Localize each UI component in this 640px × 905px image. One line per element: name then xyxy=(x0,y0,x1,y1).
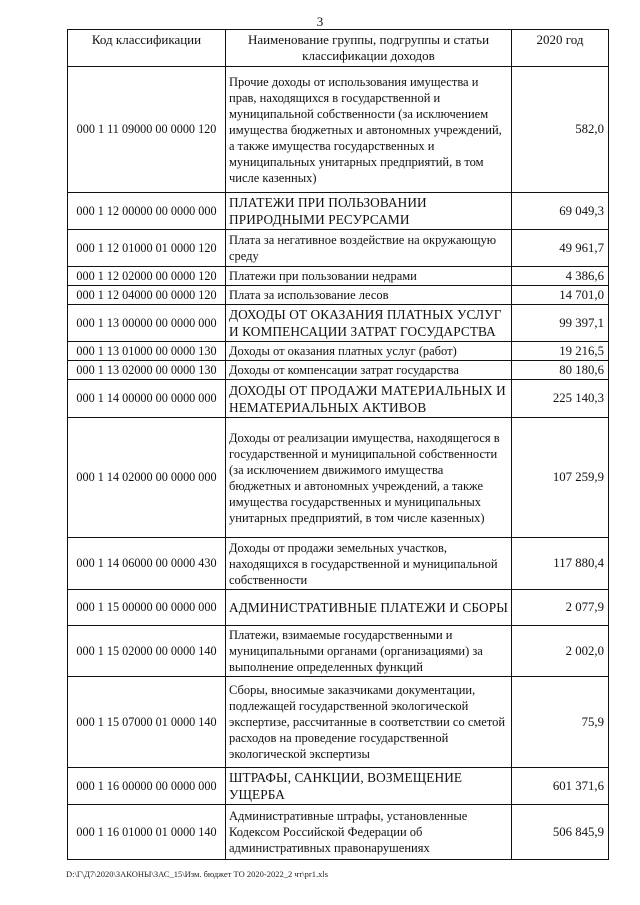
classification-code: 000 1 12 04000 00 0000 120 xyxy=(68,286,226,305)
table-row xyxy=(68,805,609,860)
amount-2020: 117 880,4 xyxy=(512,538,609,590)
table-row xyxy=(68,67,609,193)
header-name: Наименование группы, подгруппы и статьи классификации доходов xyxy=(226,30,512,67)
table-row xyxy=(68,380,609,418)
table-row xyxy=(68,342,609,361)
amount-2020: 19 216,5 xyxy=(512,342,609,361)
header-year: 2020 год xyxy=(512,30,609,67)
table-row xyxy=(68,677,609,768)
income-name: ДОХОДЫ ОТ ПРОДАЖИ МАТЕРИАЛЬНЫХ И НЕМАТЕРИАЛЬНЫХ АКТИВОВ xyxy=(226,380,512,418)
amount-2020: 14 701,0 xyxy=(512,286,609,305)
classification-code: 000 1 13 01000 00 0000 130 xyxy=(68,342,226,361)
classification-code: 000 1 15 02000 00 0000 140 xyxy=(68,626,226,677)
income-name: Плата за использование лесов xyxy=(226,286,512,305)
table-row xyxy=(68,305,609,342)
amount-2020: 601 371,6 xyxy=(512,768,609,805)
income-name: АДМИНИСТРАТИВНЫЕ ПЛАТЕЖИ И СБОРЫ xyxy=(226,590,512,626)
income-name: Платежи при пользовании недрами xyxy=(226,267,512,286)
income-name: Прочие доходы от использования имущества и прав, находящихся в государственной и муниципальной собственности (за исключением имущества бюджетных и автономных учреждений, а также имущества государственных и муниципальных унитарных предприятий, в том числе казенных) xyxy=(226,67,512,193)
income-name: Административные штрафы, установленные Кодексом Российской Федерации об административных правонарушениях xyxy=(226,805,512,860)
amount-2020: 225 140,3 xyxy=(512,380,609,418)
amount-2020: 107 259,9 xyxy=(512,418,609,538)
income-name: Платежи, взимаемые государственными и муниципальными органами (организациями) за выполнение определенных функций xyxy=(226,626,512,677)
amount-2020: 80 180,6 xyxy=(512,361,609,380)
table-row xyxy=(68,590,609,626)
classification-code: 000 1 16 00000 00 0000 000 xyxy=(68,768,226,805)
table-row xyxy=(68,361,609,380)
income-name: ПЛАТЕЖИ ПРИ ПОЛЬЗОВАНИИ ПРИРОДНЫМИ РЕСУРСАМИ xyxy=(226,193,512,230)
file-path-footer: D:\Г\Д7\2020\ЗАКОНЫ\ЗАС_15\Изм. бюджет ТО 2020-2022_2 чт\pr1.xls xyxy=(66,869,329,879)
classification-code: 000 1 15 00000 00 0000 000 xyxy=(68,590,226,626)
table-row xyxy=(68,286,609,305)
table-row xyxy=(68,768,609,805)
amount-2020: 506 845,9 xyxy=(512,805,609,860)
classification-code: 000 1 12 01000 01 0000 120 xyxy=(68,230,226,267)
page-number: 3 xyxy=(316,14,324,29)
classification-code: 000 1 13 02000 00 0000 130 xyxy=(68,361,226,380)
amount-2020: 99 397,1 xyxy=(512,305,609,342)
classification-code: 000 1 14 00000 00 0000 000 xyxy=(68,380,226,418)
classification-code: 000 1 11 09000 00 0000 120 xyxy=(68,67,226,193)
income-name: ДОХОДЫ ОТ ОКАЗАНИЯ ПЛАТНЫХ УСЛУГ И КОМПЕНСАЦИИ ЗАТРАТ ГОСУДАРСТВА xyxy=(226,305,512,342)
income-name: ШТРАФЫ, САНКЦИИ, ВОЗМЕЩЕНИЕ УЩЕРБА xyxy=(226,768,512,805)
table-row xyxy=(68,267,609,286)
classification-code: 000 1 16 01000 01 0000 140 xyxy=(68,805,226,860)
classification-code: 000 1 12 00000 00 0000 000 xyxy=(68,193,226,230)
income-name: Доходы от оказания платных услуг (работ) xyxy=(226,342,512,361)
table-row xyxy=(68,230,609,267)
income-name: Доходы от компенсации затрат государства xyxy=(226,361,512,380)
income-name: Плата за негативное воздействие на окружающую среду xyxy=(226,230,512,267)
classification-code: 000 1 12 02000 00 0000 120 xyxy=(68,267,226,286)
table-body xyxy=(68,67,609,860)
amount-2020: 49 961,7 xyxy=(512,230,609,267)
table-row xyxy=(68,193,609,230)
amount-2020: 75,9 xyxy=(512,677,609,768)
amount-2020: 582,0 xyxy=(512,67,609,193)
income-name: Доходы от реализации имущества, находящегося в государственной и муниципальной собственности (за исключением движимого имущества бюджетных и автономных учреждений, а также имущества государственных и муниципальных унитарных предприятий, в том числе казенных) xyxy=(226,418,512,538)
classification-code: 000 1 13 00000 00 0000 000 xyxy=(68,305,226,342)
classification-code: 000 1 15 07000 01 0000 140 xyxy=(68,677,226,768)
income-classification-table xyxy=(67,29,609,860)
income-name: Сборы, вносимые заказчиками документации, подлежащей государственной экологической экспертизе, рассчитанные в соответствии со сметой расходов на проведение государственной экологической экспертизы xyxy=(226,677,512,768)
income-name: Доходы от продажи земельных участков, находящихся в государственной и муниципальной собственности xyxy=(226,538,512,590)
classification-code: 000 1 14 02000 00 0000 000 xyxy=(68,418,226,538)
amount-2020: 69 049,3 xyxy=(512,193,609,230)
amount-2020: 2 002,0 xyxy=(512,626,609,677)
table-row xyxy=(68,418,609,538)
header-code: Код классификации xyxy=(68,30,226,67)
table-row xyxy=(68,538,609,590)
table-header-row xyxy=(68,30,609,67)
amount-2020: 4 386,6 xyxy=(512,267,609,286)
classification-code: 000 1 14 06000 00 0000 430 xyxy=(68,538,226,590)
amount-2020: 2 077,9 xyxy=(512,590,609,626)
table-row xyxy=(68,626,609,677)
